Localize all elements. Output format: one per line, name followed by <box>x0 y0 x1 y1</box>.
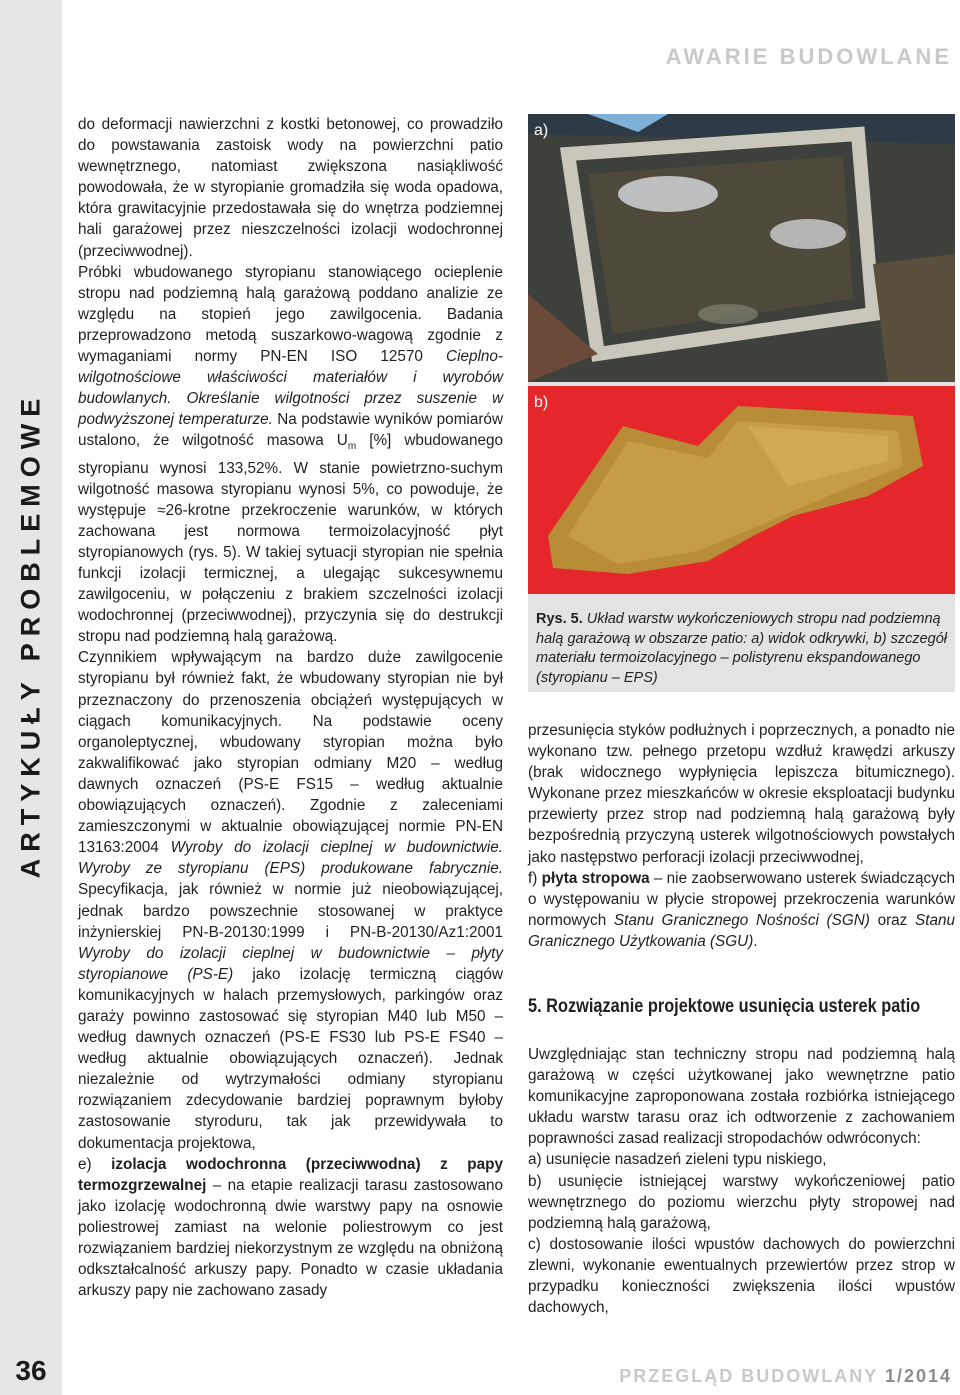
paragraph: Uwzględniając stan techniczny stropu nad podziemną halą garażową w części użytkowanej jako wewnętrzne patio komunikacyjne zaproponowana została rozbiórka istniejącego układu warstw tarasu oraz ich odtworzenie z zachowaniem poprawności zasad realizacji stropodachów odwróconych: <box>528 1046 955 1148</box>
paragraph: f) płyta stropowa – nie zaobserwowano usterek świadczących o występowaniu w płycie stropowej przekroczenia warunków normowych Stanu Granicznego Nośności (SGN) oraz Stanu Granicznego Użytkowania (SGU). <box>528 869 955 950</box>
photo-styrofoam <box>528 386 955 594</box>
list-item: a) usunięcie nasadzeń zieleni typu niskiego, <box>528 1151 827 1169</box>
sidebar-band <box>0 0 62 1395</box>
photo-excavation <box>528 114 955 382</box>
label-a: a) <box>534 122 549 139</box>
footer: PRZEGLĄD BUDOWLANY 1/2014 <box>619 1366 952 1386</box>
paragraph: Próbki wbudowanego styropianu stanowiącego ocieplenie stropu nad podziemną halą garażową poddano analizie ze względu na stopień jego zawilgocenia. Badania przeprowadzono metodą suszarkowo-wagową zgodnie z wymaganiami normy PN-EN ISO 12570 Cieplno-wilgotnościowe właściwości materiałów i wyrobów budowlanych. Określanie wilgotności przez suszenie w podwyższonej temperaturze. Na podstawie wyników pomiarów ustalono, że wilgotność masowa $U_m$ [%] wbudowanego styropianu wynosi 133,52%. W stanie powietrzno-suchym wilgotność masowa styropianu wynosi 5%, co powoduje, że występuje ≈26-krotne przekroczenie warunków, w których zachowana jest normowa termoizolacyjność płyt styropianowych (rys. 5). W takiej sytuacji styropian nie spełnia funkcji izolacji termicznej, a ulegając sukcesywnemu zawilgoceniu, w połączeniu z brakiem szczelności izolacji wodochronnej (przeciwwodnej), przyczynia się do destrukcji stropu nad podziemną halą garażową. <box>78 263 504 646</box>
paragraph: Czynnikiem wpływającym na bardzo duże zawilgocenie styropianu był również fakt, że wbudowany styropian nie był przeznaczony do przenoszenia obciążeń występujących w ciągach komunikacyjnych. Na podstawie oceny organoleptycznej, wbudowany styropian można było zakwalifikować jako styropian odmiany M20 – według dawnych oznaczeń (PS-E FS15 – według aktualnie obowiązujących oznaczeń). Zgodnie z zaleceniami zamieszczonymi w aktualnie obowiązującej normie PN-EN 13163:2004 Wyroby do izolacji cieplnej w budownictwie. Wyroby ze styropianu (EPS) produkowane fabrycznie. Specyfikacja, jak również w normie już nieobowiązującej, jednak bardzo powszechnie stosowanej w praktyce inżynierskiej PN-B-20130:1999 i PN-B-20130/Az1:2001 Wyroby do izolacji cieplnej w budownictwie – płyty styropianowe (PS-E) jako izolację termiczną ciągów komunikacyjnych w halach przemysłowych, parkingów oraz garaży powinno zastosować się styropian M40 lub M50 – według dawnych oznaczeń (PS-E FS30 lub PS-E FS40 – według aktualnie obowiązujących oznaczeń). Jednak niezależnie od wytrzymałości odmiany styropianu rozwiązaniem zdecydowanie bardziej poprawnym byłoby zastosowanie styroduru, tak jak przewidywała to dokumentacja projektowa, <box>78 649 503 1152</box>
section-heading: 5. Rozwiązanie projektowe usunięcia usterek patio <box>528 996 921 1017</box>
right-column-top <box>528 720 955 952</box>
excavation-image <box>528 114 955 382</box>
paragraph: do deformacji nawierzchni z kostki betonowej, co prowadziło do powstawania zastoisk wody na powierzchni patio wewnętrznego, natomiast zwiększona nasiąkliwość powodowała, że w styropianie gromadziła się woda opadowa, która grawitacyjnie przedostawała się do wnętrza podziemnej hali garażowej przez nieszczelności izolacji wodochronnej (przeciwwodnej). <box>78 116 503 260</box>
list-item: c) dostosowanie ilości wpustów dachowych do powierzchni zlewni, wykonanie ewentualnych przewiertów przez strop w przypadku konieczności zwiększenia ilości wpustów dachowych, <box>528 1235 955 1317</box>
paragraph: przesunięcia styków podłużnych i poprzecznych, a ponadto nie wykonano tzw. pełnego przetopu wzdłuż krawędzi arkuszy (brak widocznego wypłynięcia lepiszcza bitumicznego). Wykonane przez mieszkańców w okresie eksploatacji budynku przewierty przez strop nad podziemną halą garażową były bezpośrednią przyczyną usterek wilgotnościowych powstałych jako następstwo perforacji izolacji przeciwwodnej, <box>528 722 955 866</box>
right-column-bottom <box>528 1044 955 1318</box>
left-column <box>78 114 503 1301</box>
running-head: AWARIE BUDOWLANE <box>665 44 952 69</box>
styrofoam-image <box>528 386 955 594</box>
paragraph: e) izolacja wodochronna (przeciwwodna) z papy termozgrzewalnej – na etapie realizacji tarasu zastosowano jako izolację wodochronną dwie warstwy papy na osnowie poliestrowej zamiast na welonie poliestrowym co jest rozwiązaniem bardziej niekorzystnym ze względu na obniżoną odkształcalność arkuszy papy. Ponadto w czasie układania arkuszy papy nie zachowano zasady <box>78 1155 503 1300</box>
section-label: ARTYKUŁY PROBLEMOWE <box>15 391 46 879</box>
figure-caption: Rys. 5. Układ warstw wykończeniowych stropu nad podziemną halą garażową w obszarze patio: a) widok odkrywki, b) szczegół materiału termoizolacyjnego – polistyrenu ekspandowanego (styropianu – EPS) <box>536 611 948 686</box>
list-item: b) usunięcie istniejącej warstwy wykończeniowej patio wewnętrznego do poziomu wierzchu płyty stropowej nad podziemną halą garażową, <box>528 1172 955 1232</box>
label-b: b) <box>534 394 549 411</box>
page-number: 36 <box>15 1355 47 1386</box>
